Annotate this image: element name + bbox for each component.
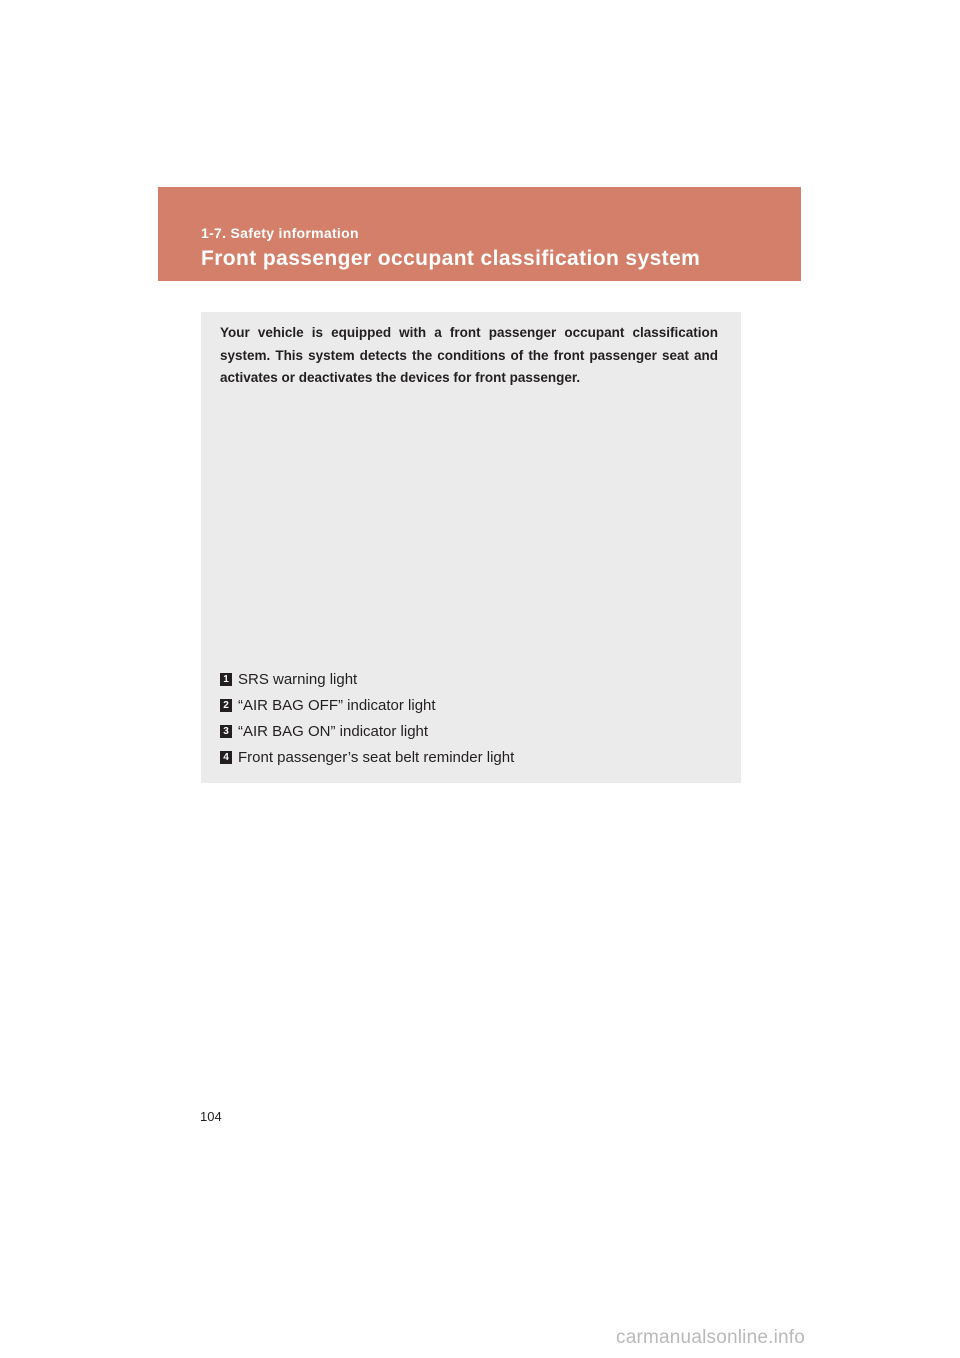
legend-number-badge: 2 [220, 699, 232, 712]
legend-item [220, 666, 514, 692]
legend-label: SRS warning light [238, 670, 358, 688]
page-number: 104 [200, 1109, 222, 1124]
legend-label: Front passenger’s seat belt reminder light [238, 748, 515, 766]
legend-label: “AIR BAG ON” indicator light [238, 722, 429, 740]
legend-list [220, 666, 514, 770]
intro-paragraph: Your vehicle is equipped with a front passenger occupant classification system. This system detects the conditions of the front passenger seat and activates or deactivates the devices for front passenger. [220, 325, 718, 385]
legend-number-badge: 1 [220, 673, 232, 686]
legend-label: “AIR BAG OFF” indicator light [238, 696, 436, 714]
section-label: 1-7. Safety information [201, 225, 359, 241]
legend-item [220, 744, 514, 770]
legend-number-badge: 4 [220, 751, 232, 764]
legend-item [220, 718, 514, 744]
content-panel [201, 312, 741, 783]
watermark: carmanualsonline.info [616, 1327, 806, 1348]
section-header [158, 187, 801, 281]
legend-number-badge: 3 [220, 725, 232, 738]
legend-item [220, 692, 514, 718]
illustration-area [220, 400, 718, 662]
page-title: Front passenger occupant classification system [201, 247, 701, 270]
